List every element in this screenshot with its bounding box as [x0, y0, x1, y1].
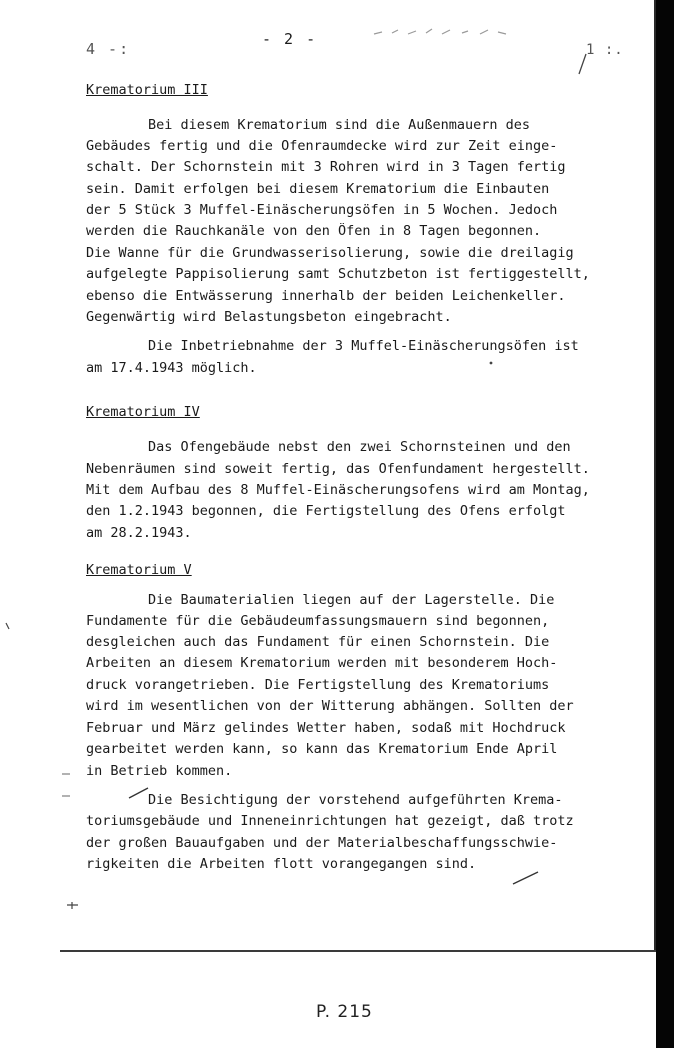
text-line: Mit dem Aufbau des 8 Muffel-Einäscherungsofens wird am Montag, [86, 482, 590, 498]
text-line: wird im wesentlichen von der Witterung abhängen. Sollten der [86, 698, 574, 714]
margin-mark-bottom [66, 900, 80, 910]
text-line: Nebenräumen sind soweit fertig, das Ofenfundament hergestellt. [86, 461, 590, 477]
text-line: gearbeitet werden kann, so kann das Krematorium Ende April [86, 741, 558, 757]
pen-stroke-end [512, 870, 540, 886]
faint-mark-top-left: 4 -: [86, 40, 131, 58]
text-line: werden die Rauchkanäle von den Öfen in 8 Tagen begonnen. [86, 223, 542, 239]
text-line: Die Besichtigung der vorstehend aufgeführten Krema- [148, 792, 563, 808]
ink-dot [488, 360, 494, 366]
text-line: Februar und März gelindes Wetter haben, sodaß mit Hochdruck [86, 720, 566, 736]
text-line: rigkeiten die Arbeiten flott vorangegangen sind. [86, 856, 477, 872]
text-line: am 28.2.1943. [86, 525, 192, 541]
margin-dashes [60, 770, 74, 800]
text-line: den 1.2.1943 begonnen, die Fertigstellung des Ofens erfolgt [86, 503, 566, 519]
scan-dark-edge [656, 0, 674, 1048]
sheet-edge-right [654, 0, 656, 952]
text-line: Die Wanne für die Grundwasserisolierung, sowie die dreilagig [86, 245, 574, 261]
sheet-edge-bottom [60, 950, 656, 952]
text-line: Die Baumaterialien liegen auf der Lagerstelle. Die [148, 592, 555, 608]
page-number: - 2 - [262, 30, 318, 48]
section-heading-krematorium-iii: Krematorium III [86, 82, 208, 98]
text-line: Gebäudes fertig und die Ofenraumdecke wird zur Zeit einge- [86, 138, 558, 154]
text-line: in Betrieb kommen. [86, 763, 233, 779]
section-heading-krematorium-v: Krematorium V [86, 562, 192, 578]
faint-mark-top-right: 1 :. [586, 42, 624, 58]
text-line: der großen Bauaufgaben und der Materialbeschaffungsschwie- [86, 835, 558, 851]
faint-scribble-top [372, 24, 512, 38]
text-line: Gegenwärtig wird Belastungsbeton eingebracht. [86, 309, 452, 325]
text-line: druck vorangetrieben. Die Fertigstellung des Krematoriums [86, 677, 550, 693]
text-line: desgleichen auch das Fundament für einen Schornstein. Die [86, 634, 550, 650]
text-line: ebenso die Entwässerung innerhalb der beiden Leichenkeller. [86, 288, 566, 304]
handwritten-page-reference: P. 215 [316, 1002, 373, 1022]
text-line: sein. Damit erfolgen bei diesem Krematorium die Einbauten [86, 181, 550, 197]
text-line: Bei diesem Krematorium sind die Außenmauern des [148, 117, 531, 133]
text-line: Arbeiten an diesem Krematorium werden mit besonderem Hoch- [86, 655, 558, 671]
text-line: Das Ofengebäude nebst den zwei Schornsteinen und den [148, 439, 571, 455]
section-heading-krematorium-iv: Krematorium IV [86, 404, 200, 420]
text-line: Die Inbetriebnahme der 3 Muffel-Einäscherungsöfen ist [148, 338, 579, 354]
text-line: toriumsgebäude und Inneneinrichtungen hat gezeigt, daß trotz [86, 813, 574, 829]
margin-tick [4, 622, 12, 630]
text-line: schalt. Der Schornstein mit 3 Rohren wird in 3 Tagen fertig [86, 159, 566, 175]
text-line: am 17.4.1943 möglich. [86, 360, 257, 376]
text-line: Fundamente für die Gebäudeumfassungsmauern sind begonnen, [86, 613, 550, 629]
text-line: aufgelegte Pappisolierung samt Schutzbeton ist fertiggestellt, [86, 266, 590, 282]
pen-stroke-paragraph [128, 786, 150, 800]
text-line: der 5 Stück 3 Muffel-Einäscherungsöfen in 5 Wochen. Jedoch [86, 202, 558, 218]
